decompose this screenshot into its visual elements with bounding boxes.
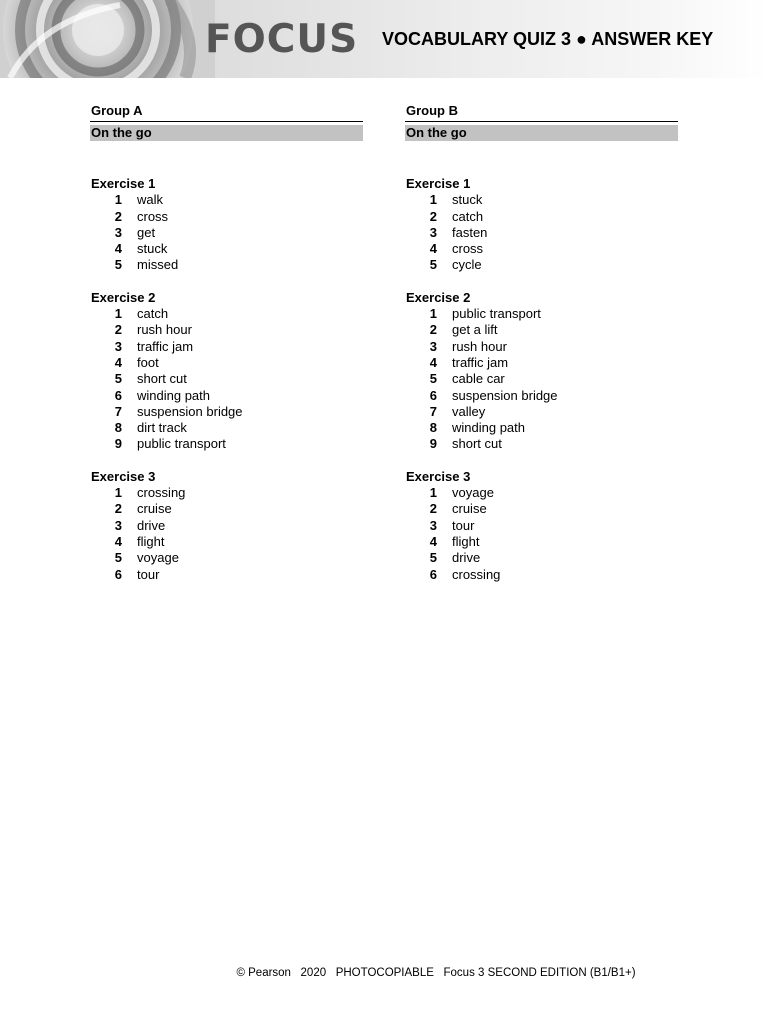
answer-row bbox=[405, 436, 678, 452]
answer-number: 1 bbox=[114, 485, 122, 501]
answer-row bbox=[90, 355, 363, 371]
exercise-title: Exercise 3 bbox=[91, 468, 156, 484]
exercise-title: Exercise 2 bbox=[406, 289, 471, 305]
answer-number: 8 bbox=[114, 420, 122, 436]
answer-number: 1 bbox=[114, 306, 122, 322]
answer-number: 3 bbox=[114, 517, 122, 533]
answer-row bbox=[90, 388, 363, 404]
answer-text: stuck bbox=[452, 192, 483, 208]
answer-row bbox=[405, 339, 678, 355]
answer-row bbox=[90, 436, 363, 452]
answer-row bbox=[405, 567, 678, 583]
answer-number: 6 bbox=[429, 566, 437, 582]
group-column-b bbox=[405, 103, 678, 583]
answer-row bbox=[90, 257, 363, 273]
answer-row bbox=[405, 388, 678, 404]
answer-number: 9 bbox=[429, 436, 437, 452]
answer-number: 3 bbox=[429, 338, 437, 354]
exercise-block bbox=[405, 290, 678, 453]
answer-text: fasten bbox=[452, 224, 488, 240]
answer-row bbox=[90, 534, 363, 550]
answer-text: stuck bbox=[137, 241, 168, 257]
answer-text: catch bbox=[452, 208, 484, 224]
answer-text: cross bbox=[137, 208, 169, 224]
swirl-logo-icon bbox=[0, 0, 215, 78]
brand-logo-text: FOCUS bbox=[205, 17, 359, 62]
exercise-title: Exercise 1 bbox=[406, 176, 471, 191]
answer-number: 1 bbox=[429, 485, 437, 501]
answer-number: 1 bbox=[429, 306, 437, 322]
answer-row bbox=[90, 420, 363, 436]
answer-text: get bbox=[137, 224, 156, 240]
answer-text: rush hour bbox=[137, 322, 192, 338]
answer-text: rush hour bbox=[452, 338, 507, 354]
answer-text: tour bbox=[452, 517, 475, 533]
answer-number: 5 bbox=[114, 371, 122, 387]
section-title: On the go bbox=[405, 125, 678, 141]
exercise-block bbox=[90, 176, 363, 274]
answer-number: 6 bbox=[114, 387, 122, 403]
exercise-block bbox=[90, 469, 363, 583]
answer-text: suspension bridge bbox=[137, 403, 243, 419]
answer-row bbox=[90, 501, 363, 517]
group-title: Group B bbox=[405, 103, 678, 122]
answer-text: get a lift bbox=[452, 322, 498, 338]
answer-number: 8 bbox=[429, 420, 437, 436]
answer-text: foot bbox=[137, 354, 159, 370]
answer-row bbox=[405, 501, 678, 517]
answer-text: short cut bbox=[137, 371, 187, 387]
answer-row bbox=[90, 567, 363, 583]
answer-number: 5 bbox=[429, 550, 437, 566]
answer-text: catch bbox=[137, 306, 169, 322]
answer-row bbox=[405, 355, 678, 371]
answer-number: 3 bbox=[429, 517, 437, 533]
answer-number: 1 bbox=[114, 192, 122, 208]
answer-text: voyage bbox=[452, 485, 494, 501]
answer-number: 2 bbox=[429, 208, 437, 224]
answer-number: 2 bbox=[429, 322, 437, 338]
answer-text: winding path bbox=[137, 387, 210, 403]
answer-number: 3 bbox=[114, 224, 122, 240]
answer-number: 4 bbox=[114, 533, 122, 549]
answer-text: crossing bbox=[452, 566, 501, 582]
answer-text: valley bbox=[452, 403, 486, 419]
exercise-block bbox=[90, 290, 363, 453]
answer-number: 9 bbox=[114, 436, 122, 452]
answer-row bbox=[405, 192, 678, 208]
answer-row bbox=[90, 339, 363, 355]
answer-number: 6 bbox=[429, 387, 437, 403]
answer-row bbox=[90, 322, 363, 338]
answer-number: 5 bbox=[429, 371, 437, 387]
section-title: On the go bbox=[90, 125, 363, 141]
answer-text: flight bbox=[452, 533, 480, 549]
answer-number: 4 bbox=[429, 533, 437, 549]
answer-number: 2 bbox=[114, 208, 122, 224]
answer-text: crossing bbox=[137, 485, 186, 501]
exercise-title: Exercise 2 bbox=[91, 289, 156, 305]
answer-text: drive bbox=[137, 517, 166, 533]
answer-row bbox=[405, 534, 678, 550]
answer-row bbox=[90, 371, 363, 387]
answer-text: suspension bridge bbox=[452, 387, 558, 403]
answer-row bbox=[405, 241, 678, 257]
answer-row bbox=[90, 225, 363, 241]
answer-text: cable car bbox=[452, 371, 505, 387]
exercise-block bbox=[405, 469, 678, 583]
answer-row bbox=[90, 518, 363, 534]
answer-text: dirt track bbox=[137, 420, 187, 436]
group-column-a bbox=[90, 103, 363, 583]
answer-number: 1 bbox=[429, 192, 437, 208]
answer-number: 4 bbox=[114, 241, 122, 257]
answer-number: 4 bbox=[429, 354, 437, 370]
answer-row bbox=[405, 371, 678, 387]
answer-text: tour bbox=[137, 566, 160, 582]
answer-text: public transport bbox=[137, 436, 226, 452]
answer-row bbox=[90, 404, 363, 420]
answer-row bbox=[405, 209, 678, 225]
answer-row bbox=[405, 485, 678, 501]
answer-row bbox=[90, 306, 363, 322]
exercise-title: Exercise 1 bbox=[91, 176, 156, 191]
answer-row bbox=[90, 192, 363, 208]
answer-number: 3 bbox=[429, 224, 437, 240]
page-header bbox=[0, 0, 768, 78]
answer-number: 5 bbox=[114, 257, 122, 273]
answer-text: cruise bbox=[137, 501, 172, 517]
page-title: VOCABULARY QUIZ 3 ● ANSWER KEY bbox=[382, 29, 714, 49]
group-title: Group A bbox=[90, 103, 363, 122]
answer-text: flight bbox=[137, 533, 165, 549]
answer-row bbox=[405, 404, 678, 420]
answer-text: voyage bbox=[137, 550, 179, 566]
answer-number: 2 bbox=[114, 322, 122, 338]
answer-row bbox=[405, 322, 678, 338]
answer-row bbox=[405, 306, 678, 322]
answer-text: traffic jam bbox=[137, 338, 194, 354]
exercise-title: Exercise 3 bbox=[406, 468, 471, 484]
answer-row bbox=[90, 550, 363, 566]
answer-number: 7 bbox=[114, 403, 122, 419]
answer-number: 7 bbox=[429, 403, 437, 419]
answer-text: cycle bbox=[452, 257, 482, 273]
answer-row bbox=[90, 209, 363, 225]
answer-row bbox=[405, 257, 678, 273]
answer-number: 5 bbox=[429, 257, 437, 273]
answer-number: 3 bbox=[114, 338, 122, 354]
answer-text: traffic jam bbox=[452, 354, 509, 370]
answer-number: 5 bbox=[114, 550, 122, 566]
answer-number: 6 bbox=[114, 566, 122, 582]
answer-text: drive bbox=[452, 550, 481, 566]
answer-text: walk bbox=[137, 192, 164, 208]
answer-number: 4 bbox=[429, 241, 437, 257]
answer-row bbox=[405, 420, 678, 436]
answer-text: cruise bbox=[452, 501, 487, 517]
answer-row bbox=[90, 241, 363, 257]
answer-text: cross bbox=[452, 241, 484, 257]
answer-text: public transport bbox=[452, 306, 541, 322]
answer-row bbox=[90, 485, 363, 501]
answer-number: 4 bbox=[114, 354, 122, 370]
answer-row bbox=[405, 550, 678, 566]
answer-number: 2 bbox=[429, 501, 437, 517]
exercise-block bbox=[405, 176, 678, 274]
answer-text: short cut bbox=[452, 436, 502, 452]
answer-text: missed bbox=[137, 257, 179, 273]
answer-row bbox=[405, 518, 678, 534]
answer-row bbox=[405, 225, 678, 241]
answer-text: winding path bbox=[452, 420, 525, 436]
answer-number: 2 bbox=[114, 501, 122, 517]
footer-copyright: © Pearson 2020 PHOTOCOPIABLE Focus 3 SECOND EDITION (B1/B1+) bbox=[236, 967, 636, 979]
